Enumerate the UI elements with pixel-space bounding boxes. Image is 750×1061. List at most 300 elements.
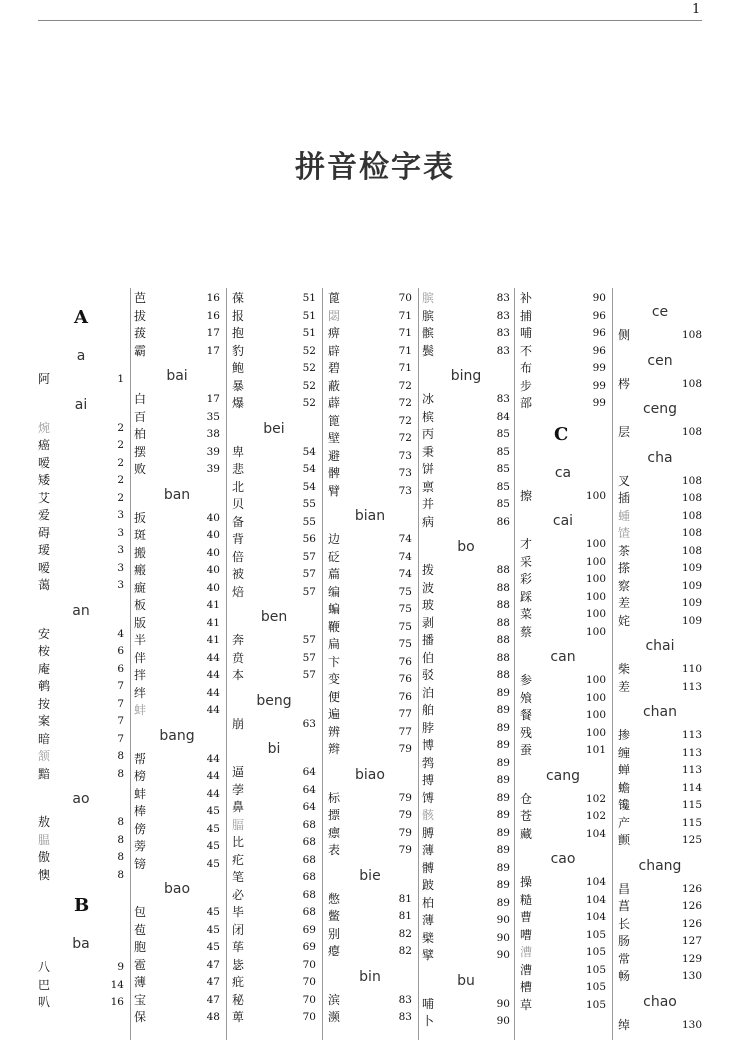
entry-page-number: 54 [302,480,316,493]
entry-character: 髌 [422,326,435,340]
entry-character: 骸 [422,808,435,822]
entry-character: 擘 [422,948,435,962]
entry-page-number: 73 [398,467,412,479]
index-entry [38,867,124,884]
entry-character: 矮 [38,473,51,487]
entry-character: 毖 [232,957,245,972]
entry-character: 板 [134,598,147,612]
index-entry [134,768,220,785]
entry-page-number: 3 [117,544,124,556]
entry-page-number: 3 [117,509,124,521]
entry-character: 帮 [134,751,147,766]
entry-page-number: 70 [302,993,316,1006]
entry-character: 鳖 [328,909,341,923]
entry-page-number: 102 [585,792,606,805]
entry-page-number: 113 [681,746,702,759]
entry-page-number: 6 [117,645,124,657]
entry-character: 颤 [618,833,631,847]
entry-character: 踩 [520,589,533,604]
entry-character: 驳 [422,668,435,682]
index-entry [232,667,316,684]
entry-character: 蔡 [520,624,533,639]
entry-page-number: 68 [302,888,316,901]
entry-page-number: 47 [206,993,220,1006]
entry-character: 槽 [520,980,533,994]
entry-page-number: 68 [302,871,316,883]
entry-character: 蝩 [618,508,631,523]
index-entry [520,725,606,742]
entry-character: 霸 [134,343,147,358]
entry-character: 雹 [134,957,147,972]
entry-character: 镵 [618,798,631,812]
entry-character: 髆 [422,860,435,875]
index-entry [328,992,412,1009]
entry-character: 砭 [328,549,341,564]
index-entry [38,626,124,643]
column-divider [130,288,131,1040]
entry-character: 播 [422,633,435,647]
pinyin-syllable-heading: ban [163,486,191,503]
entry-character: 榜 [134,769,147,783]
index-entry [134,667,220,684]
entry-page-number: 7 [117,732,124,745]
entry-page-number: 90 [496,949,510,961]
entry-character: 壁 [328,431,341,445]
index-entry [134,974,220,991]
index-entry [38,420,124,437]
entry-character: 扳 [134,510,147,525]
entry-page-number: 52 [302,397,316,409]
index-entry [520,554,606,571]
entry-character: 标 [328,790,341,805]
entry-character: 漕 [520,962,533,977]
index-entry [134,580,220,597]
entry-character: 秘 [232,992,245,1007]
entry-character: 萹 [328,567,341,581]
entry-character: 逼 [232,765,245,779]
entry-page-number: 108 [681,474,702,487]
index-entry [328,689,412,706]
entry-character: 馇 [618,526,631,540]
entry-page-number: 90 [592,292,606,304]
index-entry [232,939,316,956]
index-entry [38,542,124,559]
index-entry [134,308,220,325]
index-entry [520,962,606,979]
entry-page-number: 105 [585,981,606,993]
entry-page-number: 130 [681,1018,702,1031]
index-entry [520,944,606,961]
index-entry [232,957,316,974]
entry-character: 秉 [422,444,435,459]
entry-page-number: 71 [398,362,412,374]
index-entry [328,413,412,430]
entry-page-number: 75 [398,585,412,598]
entry-page-number: 125 [681,834,702,846]
entry-page-number: 85 [496,445,510,458]
entry-character: 比 [232,835,245,849]
entry-page-number: 74 [398,533,412,545]
entry-page-number: 76 [398,655,412,668]
index-entry [232,887,316,904]
index-entry [618,762,702,779]
entry-page-number: 89 [496,861,510,874]
entry-character: 荸 [232,782,245,797]
index-entry [232,360,316,377]
index-entry [520,571,606,588]
entry-page-number: 108 [681,426,702,438]
index-entry [38,678,124,695]
index-entry [618,525,702,542]
index-entry [422,877,510,894]
entry-character: 菖 [618,899,631,913]
entry-page-number: 2 [117,491,124,504]
index-entry [328,395,412,412]
entry-page-number: 39 [206,463,220,475]
index-entry [134,562,220,579]
index-entry [422,496,510,513]
entry-character: 悲 [232,462,245,476]
entry-character: 本 [232,668,245,682]
entry-page-number: 100 [585,674,606,686]
index-entry [422,772,510,789]
entry-character: 抱 [232,326,245,340]
index-entry [422,444,510,461]
entry-character: 蟾 [618,780,631,795]
index-entry [520,791,606,808]
index-entry [328,943,412,960]
entry-page-number: 83 [496,393,510,405]
entry-character: 蚕 [520,743,533,757]
index-entry [38,643,124,660]
entry-character: 髀 [328,466,341,480]
index-entry [618,508,702,525]
index-entry [422,409,510,426]
pinyin-syllable-heading: bai [166,368,188,384]
entry-character: 捕 [520,308,533,323]
index-entry [232,992,316,1009]
entry-character: 癌 [38,438,51,452]
entry-page-number: 77 [398,708,412,720]
entry-page-number: 96 [592,344,606,357]
index-entry [328,654,412,671]
index-entry [422,580,510,597]
entry-character: 步 [520,378,533,393]
index-entry [328,566,412,583]
entry-page-number: 108 [681,492,702,504]
entry-character: 蝉 [618,763,631,777]
entry-character: 傍 [134,821,147,836]
index-entry [520,707,606,724]
index-entry [328,790,412,807]
entry-character: 胞 [134,940,147,954]
entry-page-number: 83 [496,344,510,357]
pinyin-syllable-heading: ai [74,396,88,413]
entry-page-number: 68 [302,853,316,866]
entry-page-number: 41 [206,616,220,629]
index-entry [422,947,510,964]
index-letter-heading: B [74,895,90,916]
entry-page-number: 104 [585,911,606,923]
entry-character: 倍 [232,549,245,564]
entry-page-number: 100 [585,709,606,721]
entry-page-number: 100 [585,726,606,739]
entry-character: 案 [38,714,51,728]
entry-page-number: 35 [206,410,220,423]
index-entry [520,395,606,412]
index-entry [422,514,510,531]
entry-page-number: 17 [206,393,220,405]
pinyin-syllable-heading: bian [354,508,386,524]
index-entry [328,842,412,859]
entry-page-number: 64 [302,783,316,796]
entry-page-number: 86 [496,515,510,528]
entry-character: 伯 [422,650,435,665]
entry-character: 嗳 [38,455,51,470]
entry-page-number: 8 [117,816,124,828]
index-entry [232,922,316,939]
entry-character: 败 [134,462,147,476]
entry-page-number: 39 [206,445,220,458]
index-entry [38,977,124,994]
index-entry [618,473,702,490]
index-entry [38,490,124,507]
index-entry [134,957,220,974]
entry-page-number: 126 [681,900,702,912]
entry-character: 姹 [618,613,631,628]
entry-character: 疕 [232,852,245,867]
entry-page-number: 73 [398,484,412,497]
index-entry [520,308,606,325]
index-entry [618,881,702,898]
entry-page-number: 47 [206,976,220,988]
index-entry [520,979,606,996]
index-entry [328,465,412,482]
entry-page-number: 89 [496,721,510,734]
entry-page-number: 72 [398,397,412,409]
entry-page-number: 70 [302,958,316,971]
entry-character: 绊 [134,685,147,700]
entry-character: 遍 [328,707,341,721]
entry-page-number: 44 [206,651,220,664]
entry-character: 避 [328,448,341,463]
index-entry [618,745,702,762]
entry-character: 薜 [328,396,341,410]
entry-character: 腷 [232,817,245,832]
index-entry [422,597,510,614]
index-entry [520,997,606,1014]
index-entry [618,327,702,344]
index-entry [134,461,220,478]
entry-character: 崩 [232,716,245,731]
index-entry [520,536,606,553]
index-letter-heading: A [74,307,88,328]
entry-page-number: 100 [585,489,606,502]
index-entry [38,696,124,713]
entry-page-number: 4 [117,627,124,640]
index-entry [328,636,412,653]
entry-page-number: 3 [117,561,124,574]
entry-page-number: 105 [585,928,606,941]
entry-page-number: 109 [681,597,702,609]
entry-character: 八 [38,960,51,974]
entry-page-number: 110 [681,663,702,675]
entry-page-number: 71 [398,309,412,322]
index-entry [618,613,702,630]
entry-character: 摆 [134,444,147,459]
entry-character: 滨 [328,992,341,1007]
index-entry [328,448,412,465]
entry-character: 瘪 [328,944,341,958]
entry-page-number: 8 [117,750,124,762]
index-entry [134,922,220,939]
entry-page-number: 108 [681,509,702,522]
entry-character: 剥 [422,615,435,630]
index-entry [520,808,606,825]
pinyin-syllable-heading: cen [647,352,673,369]
entry-character: 差 [618,596,631,610]
index-entry [232,584,316,601]
index-entry [422,650,510,667]
index-entry [134,426,220,443]
pinyin-syllable-heading: cang [545,767,581,784]
index-entry [38,661,124,678]
entry-character: 摽 [328,808,341,822]
entry-page-number: 40 [206,564,220,576]
entry-character: 绰 [618,1017,631,1032]
index-entry [232,514,316,531]
entry-character: 拨 [422,563,435,577]
page-title: 拼音检字表 [295,150,455,185]
entry-character: 蓖 [328,291,341,305]
index-entry [422,702,510,719]
entry-character: 棒 [134,804,147,818]
entry-page-number: 51 [302,292,316,304]
entry-character: 傲 [38,850,51,864]
index-entry [134,597,220,614]
entry-page-number: 89 [496,704,510,716]
index-entry [134,290,220,307]
entry-page-number: 69 [302,941,316,953]
entry-page-number: 89 [496,879,510,891]
pinyin-syllable-heading: chan [642,704,678,720]
entry-page-number: 44 [206,669,220,681]
entry-character: 掺 [618,728,631,742]
index-entry [422,825,510,842]
entry-page-number: 40 [206,581,220,594]
entry-character: 柏 [422,895,435,910]
entry-character: 按 [38,696,51,711]
entry-page-number: 108 [681,544,702,557]
entry-page-number: 115 [681,816,702,829]
entry-page-number: 88 [496,616,510,629]
entry-character: 并 [422,497,435,511]
entry-character: 漕 [520,945,533,959]
entry-character: 臂 [328,483,341,498]
entry-character: 葆 [232,291,245,305]
entry-page-number: 108 [681,527,702,539]
index-entry [328,531,412,548]
entry-page-number: 64 [302,801,316,813]
index-entry [618,560,702,577]
entry-character: 蔼 [38,578,51,592]
entry-character: 贝 [232,497,245,511]
entry-character: 藏 [520,826,533,841]
entry-character: 草 [520,997,533,1012]
pinyin-syllable-heading: ben [260,609,288,625]
index-entry [328,825,412,842]
index-entry [232,325,316,342]
entry-character: 辟 [328,343,341,358]
entry-character: 卑 [232,444,245,459]
index-entry [618,578,702,595]
entry-page-number: 96 [592,309,606,322]
entry-page-number: 14 [110,978,124,991]
entry-page-number: 57 [302,568,316,580]
entry-page-number: 89 [496,809,510,821]
index-entry [328,325,412,342]
entry-character: 不 [520,343,533,358]
index-entry [134,650,220,667]
entry-page-number: 88 [496,651,510,664]
pinyin-syllable-heading: bo [457,539,475,555]
entry-page-number: 104 [585,876,606,888]
index-entry [232,852,316,869]
index-entry [134,391,220,408]
entry-character: 跛 [422,878,435,892]
entry-page-number: 83 [496,327,510,339]
entry-character: 补 [520,291,533,305]
index-entry [618,951,702,968]
entry-page-number: 105 [585,963,606,976]
entry-page-number: 104 [585,893,606,906]
index-entry [422,930,510,947]
entry-character: 搏 [422,773,435,787]
pinyin-syllable-heading: chai [645,638,675,654]
entry-character: 侧 [618,328,631,342]
entry-page-number: 52 [302,344,316,357]
entry-page-number: 75 [398,638,412,650]
entry-character: 鼻 [232,800,245,814]
entry-character: 阿 [38,372,51,386]
index-entry [38,832,124,849]
entry-character: 菜 [520,607,533,621]
index-entry [38,994,124,1011]
entry-page-number: 16 [110,996,124,1008]
entry-character: 编 [328,584,341,599]
index-entry [328,1009,412,1026]
index-entry [328,741,412,758]
entry-character: 鲍 [232,361,245,375]
index-entry [134,904,220,921]
entry-page-number: 45 [206,923,220,936]
index-entry [618,424,702,441]
index-entry [422,790,510,807]
entry-character: 保 [134,1010,147,1024]
entry-page-number: 109 [681,579,702,592]
entry-page-number: 109 [681,614,702,627]
index-entry [328,290,412,307]
entry-page-number: 89 [496,844,510,856]
entry-page-number: 105 [585,998,606,1011]
entry-page-number: 82 [398,927,412,940]
entry-page-number: 73 [398,449,412,462]
index-entry [618,543,702,560]
index-entry [618,933,702,950]
index-entry [232,461,316,478]
entry-page-number: 85 [496,463,510,475]
pinyin-syllable-heading: a [76,348,86,364]
